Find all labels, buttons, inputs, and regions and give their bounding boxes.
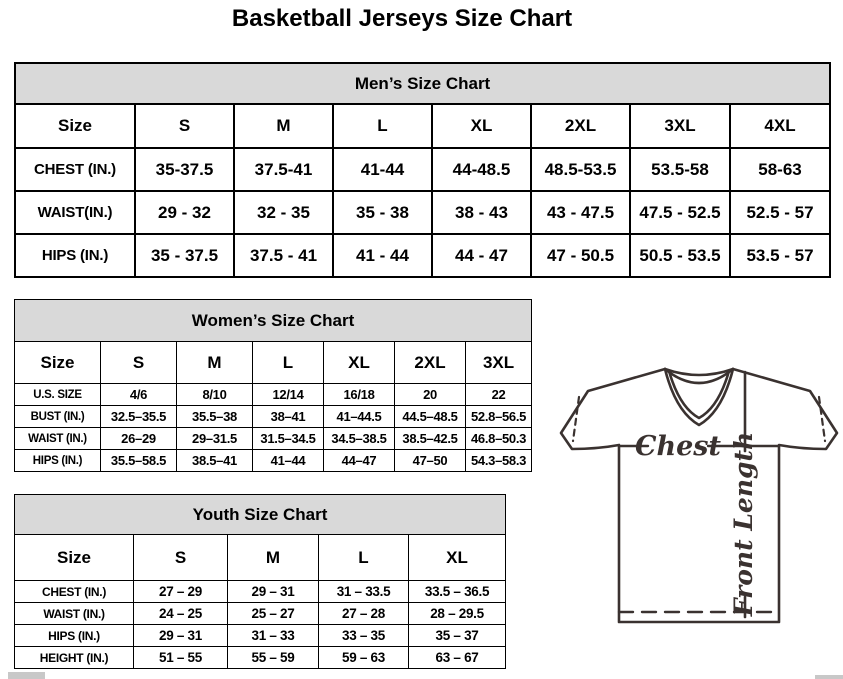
- womens-column-header: XL: [324, 342, 395, 384]
- left-cuff-seam: [573, 397, 579, 441]
- womens-size-value-cell: 46.8–50.3: [466, 428, 532, 450]
- mens-size-value-cell: 35-37.5: [135, 148, 234, 191]
- youth-table-row: [15, 625, 506, 647]
- mens-size-value-cell: 53.5 - 57: [730, 234, 830, 277]
- youth-size-value-cell: 29 – 31: [228, 581, 319, 603]
- chest-label: Chest: [635, 431, 721, 462]
- mens-size-chart-table: [14, 62, 831, 278]
- youth-size-value-cell: 29 – 31: [134, 625, 228, 647]
- youth-size-value-cell: 31 – 33.5: [319, 581, 409, 603]
- womens-size-value-cell: 47–50: [395, 450, 466, 472]
- youth-row-label: HEIGHT (IN.): [15, 647, 134, 669]
- womens-table-row: [15, 450, 532, 472]
- youth-column-header: Size: [15, 535, 134, 581]
- jersey-outline: [561, 369, 837, 622]
- womens-column-header: M: [177, 342, 253, 384]
- youth-column-header: L: [319, 535, 409, 581]
- mens-size-value-cell: 58-63: [730, 148, 830, 191]
- youth-size-value-cell: 27 – 28: [319, 603, 409, 625]
- mens-size-value-cell: 41 - 44: [333, 234, 432, 277]
- youth-size-chart-table: [14, 494, 506, 669]
- womens-column-header: S: [101, 342, 177, 384]
- womens-table-row: [15, 406, 532, 428]
- mens-size-value-cell: 47 - 50.5: [531, 234, 630, 277]
- youth-size-value-cell: 33.5 – 36.5: [409, 581, 506, 603]
- page-edge-artifact-right: [815, 675, 843, 679]
- womens-size-value-cell: 34.5–38.5: [324, 428, 395, 450]
- womens-size-value-cell: 29–31.5: [177, 428, 253, 450]
- womens-row-label: WAIST (IN.): [15, 428, 101, 450]
- womens-column-header: 2XL: [395, 342, 466, 384]
- mens-size-value-cell: 35 - 37.5: [135, 234, 234, 277]
- womens-size-value-cell: 8/10: [177, 384, 253, 406]
- womens-size-value-cell: 32.5–35.5: [101, 406, 177, 428]
- mens-size-value-cell: 32 - 35: [234, 191, 333, 234]
- mens-column-header: XL: [432, 104, 531, 148]
- youth-size-value-cell: 28 – 29.5: [409, 603, 506, 625]
- mens-size-value-cell: 48.5-53.5: [531, 148, 630, 191]
- mens-table-row: [15, 234, 830, 277]
- womens-size-value-cell: 35.5–58.5: [101, 450, 177, 472]
- youth-table-row: [15, 647, 506, 669]
- mens-size-value-cell: 44 - 47: [432, 234, 531, 277]
- womens-table-row: [15, 384, 532, 406]
- youth-size-value-cell: 33 – 35: [319, 625, 409, 647]
- mens-size-value-cell: 52.5 - 57: [730, 191, 830, 234]
- jersey-measurement-diagram: [557, 355, 842, 627]
- collar-back-arc: [665, 369, 733, 375]
- youth-row-label: CHEST (IN.): [15, 581, 134, 603]
- youth-size-value-cell: 35 – 37: [409, 625, 506, 647]
- youth-table-row: [15, 581, 506, 603]
- mens-size-value-cell: 35 - 38: [333, 191, 432, 234]
- womens-column-header: L: [253, 342, 324, 384]
- womens-size-value-cell: 38.5–42.5: [395, 428, 466, 450]
- mens-size-value-cell: 29 - 32: [135, 191, 234, 234]
- womens-column-header: 3XL: [466, 342, 532, 384]
- womens-table-header: Women’s Size Chart: [15, 300, 532, 342]
- womens-size-value-cell: 4/6: [101, 384, 177, 406]
- youth-size-value-cell: 51 – 55: [134, 647, 228, 669]
- womens-size-chart-table: [14, 299, 532, 472]
- youth-size-value-cell: 59 – 63: [319, 647, 409, 669]
- mens-column-header: 2XL: [531, 104, 630, 148]
- youth-table-header: Youth Size Chart: [15, 495, 506, 535]
- page-edge-artifact-left: [8, 672, 45, 679]
- womens-size-value-cell: 38.5–41: [177, 450, 253, 472]
- womens-size-value-cell: 41–44.5: [324, 406, 395, 428]
- womens-row-label: BUST (IN.): [15, 406, 101, 428]
- mens-size-value-cell: 50.5 - 53.5: [630, 234, 730, 277]
- mens-size-value-cell: 41-44: [333, 148, 432, 191]
- mens-table-row: [15, 191, 830, 234]
- womens-size-value-cell: 38–41: [253, 406, 324, 428]
- womens-size-value-cell: 20: [395, 384, 466, 406]
- mens-column-header: Size: [15, 104, 135, 148]
- womens-size-value-cell: 31.5–34.5: [253, 428, 324, 450]
- youth-size-value-cell: 27 – 29: [134, 581, 228, 603]
- mens-size-value-cell: 38 - 43: [432, 191, 531, 234]
- page-title: Basketball Jerseys Size Chart: [231, 5, 573, 32]
- mens-table-row: [15, 148, 830, 191]
- womens-table-row: [15, 428, 532, 450]
- mens-row-label: CHEST (IN.): [15, 148, 135, 191]
- mens-size-value-cell: 53.5-58: [630, 148, 730, 191]
- youth-column-header: M: [228, 535, 319, 581]
- mens-size-value-cell: 47.5 - 52.5: [630, 191, 730, 234]
- youth-size-value-cell: 63 – 67: [409, 647, 506, 669]
- womens-size-value-cell: 44.5–48.5: [395, 406, 466, 428]
- womens-size-value-cell: 35.5–38: [177, 406, 253, 428]
- mens-column-header: 4XL: [730, 104, 830, 148]
- youth-size-value-cell: 55 – 59: [228, 647, 319, 669]
- mens-column-header: M: [234, 104, 333, 148]
- womens-column-header: Size: [15, 342, 101, 384]
- mens-table-header: Men’s Size Chart: [15, 63, 830, 104]
- youth-size-value-cell: 24 – 25: [134, 603, 228, 625]
- youth-column-header: XL: [409, 535, 506, 581]
- womens-size-value-cell: 26–29: [101, 428, 177, 450]
- mens-column-header: 3XL: [630, 104, 730, 148]
- mens-size-value-cell: 37.5 - 41: [234, 234, 333, 277]
- youth-column-header: S: [134, 535, 228, 581]
- womens-size-value-cell: 54.3–58.3: [466, 450, 532, 472]
- womens-size-value-cell: 41–44: [253, 450, 324, 472]
- womens-size-value-cell: 52.8–56.5: [466, 406, 532, 428]
- mens-size-value-cell: 44-48.5: [432, 148, 531, 191]
- mens-size-value-cell: 37.5-41: [234, 148, 333, 191]
- womens-size-value-cell: 16/18: [324, 384, 395, 406]
- youth-size-value-cell: 25 – 27: [228, 603, 319, 625]
- front-length-label: Front Length: [729, 431, 758, 617]
- youth-row-label: WAIST (IN.): [15, 603, 134, 625]
- youth-table-row: [15, 603, 506, 625]
- mens-row-label: WAIST(IN.): [15, 191, 135, 234]
- mens-column-header: S: [135, 104, 234, 148]
- womens-row-label: U.S. SIZE: [15, 384, 101, 406]
- womens-size-value-cell: 44–47: [324, 450, 395, 472]
- right-cuff-seam: [819, 397, 825, 441]
- mens-size-value-cell: 43 - 47.5: [531, 191, 630, 234]
- womens-size-value-cell: 22: [466, 384, 532, 406]
- mens-column-header: L: [333, 104, 432, 148]
- youth-size-value-cell: 31 – 33: [228, 625, 319, 647]
- womens-size-value-cell: 12/14: [253, 384, 324, 406]
- womens-row-label: HIPS (IN.): [15, 450, 101, 472]
- youth-row-label: HIPS (IN.): [15, 625, 134, 647]
- mens-row-label: HIPS (IN.): [15, 234, 135, 277]
